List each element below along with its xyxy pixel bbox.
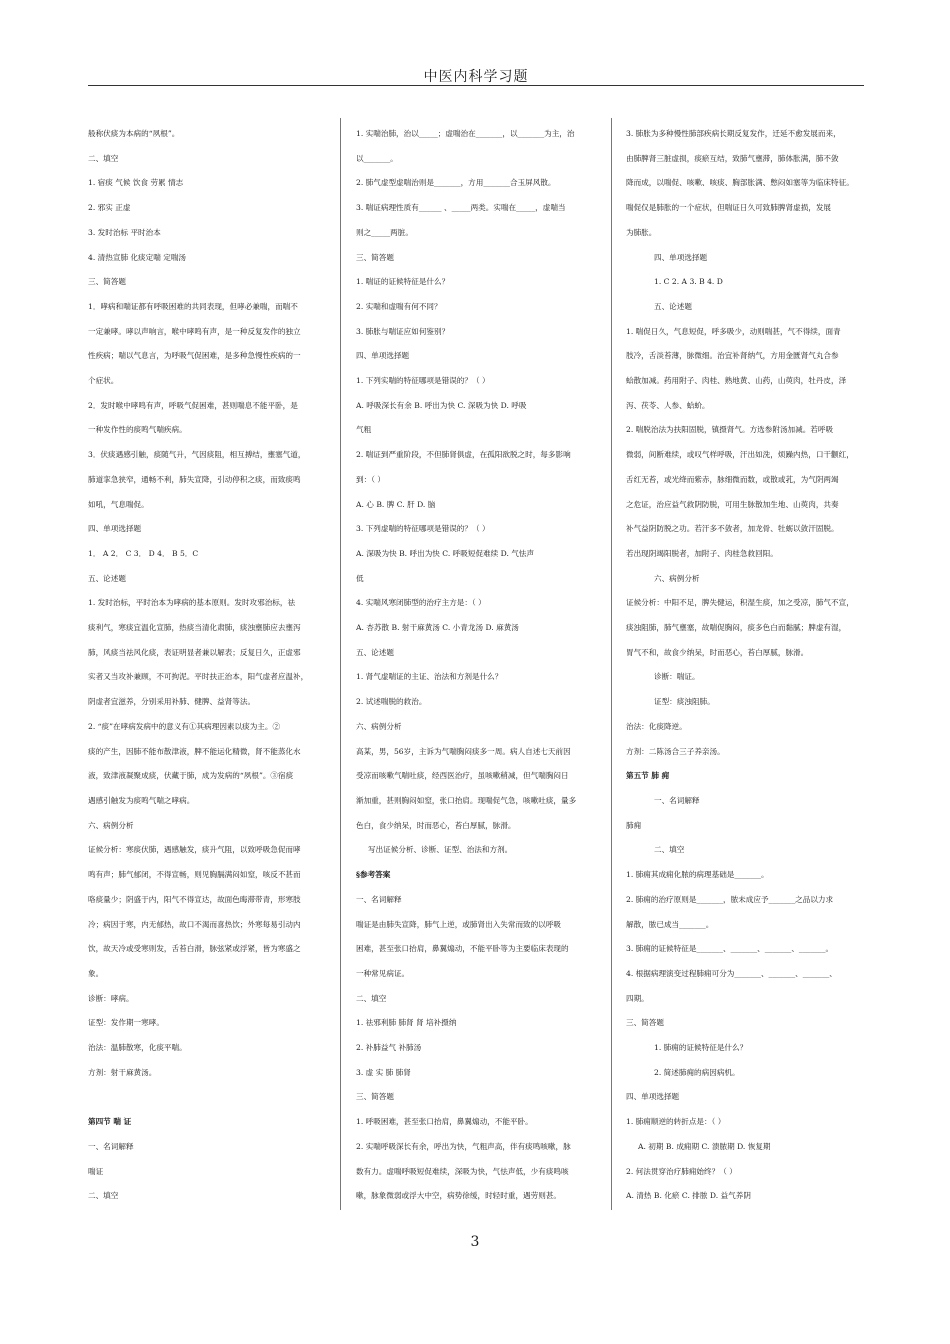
text-line: 证候分析：寒痰伏肺，遇感触发，痰升气阻，以致呼吸急促而哮	[88, 845, 301, 855]
text-line: 冷；病因于寒，内无郁热，故口不渴而喜热饮；外寒每易引动内	[88, 919, 301, 929]
text-line: 3. 喘证病理性质有______ 、_____两类。实喘在_____，虚喘当	[356, 203, 566, 213]
text-line: 2. 实喘和虚喘有何不同？	[356, 301, 442, 311]
text-line: 色白，食少纳呆，时而恶心，苔白厚腻，脉滑。	[356, 820, 516, 830]
text-line: 3．伏痰遇感引触，痰随气升，气因痰阻，相互搏结，壅塞气道，	[88, 450, 306, 460]
text-line: 方剂：射干麻黄汤。	[88, 1067, 157, 1077]
text-line: 般称伏痰为本病的“夙根”。	[88, 129, 180, 138]
text-line: 2. 试述喘脱的救治。	[356, 697, 427, 707]
text-line: 补气益阴防脱之功。若汗多不敛者，加龙骨、牡蛎以敛汗固脱。	[626, 524, 839, 534]
text-line: 数有力。虚喘呼吸短促难续，深吸为快，气怯声低，少有痰鸣咳	[356, 1166, 569, 1176]
text-line: 1. 肾气虚喘证的主证、治法和方剂是什么？	[356, 672, 503, 682]
text-line: 诊断：喘证。	[654, 672, 700, 682]
text-line: 若出现阴竭阳脱者，加附子、肉桂急救回阳。	[626, 548, 778, 558]
text-line: 1. 宿痰 气候 饮食 劳累 情志	[88, 178, 184, 188]
text-line: 如吼，气息喘促。	[88, 499, 149, 509]
text-column-1	[88, 122, 324, 1209]
text-line: 以_______。	[356, 153, 398, 163]
text-line: 3. 肺痈的证候特征是_______、_______、_______、_______。	[626, 944, 834, 954]
text-line: 1． A 2． C 3． D 4． B 5．C	[88, 548, 199, 558]
text-line: 2．发时喉中哮鸣有声，呼吸气促困难，甚则喘息不能平卧，是	[88, 400, 298, 410]
text-line: 痰浊阻肺，肺气壅塞，故喘促胸闷，痰多色白而黏腻；脾虚有湿，	[626, 623, 847, 633]
text-line: 舌红无苔，或光绛而紫赤，脉细微而数，或散或芤，为气阴两竭	[626, 474, 839, 484]
text-line: 肢冷，舌淡苔薄，脉微细。治宜补肾纳气，方用金匮肾气丸合参	[626, 351, 839, 361]
text-line: 肺痈	[626, 820, 642, 830]
text-line: 治法：化痰降逆。	[626, 721, 687, 731]
text-line: 为肺胀。	[626, 227, 657, 237]
text-line: 个症状。	[88, 376, 119, 386]
text-line: 微弱，间断难续，或叹气样呼吸，汗出如洗，烦躁内热，口干颧红，	[626, 450, 854, 460]
text-line: 2. 实喘呼吸深长有余，呼出为快，气粗声高，伴有痰鸣咳嗽，脉	[356, 1141, 571, 1151]
section-heading: 第五节 肺 痈	[626, 771, 670, 781]
text-line: 困难，甚至张口抬肩，鼻翼煽动，不能平卧等为主要临床表现的	[356, 944, 569, 954]
text-line: 2. 补肺益气 补肺汤	[356, 1043, 422, 1053]
text-line: 六、病例分析	[88, 820, 134, 830]
text-line: 4. 根据病理演变过程肺痈可分为_______、_______、_______、	[626, 968, 837, 978]
text-line: 遇感引触发为痰鸣气喘之哮病。	[88, 795, 195, 805]
text-line: 阴虚者宜滋养，分别采用补肺、健脾、益肾等法。	[88, 697, 256, 707]
text-line: 解散，脓已成当_______。	[626, 919, 714, 929]
text-line: A. 初期 B. 成痈期 C. 溃脓期 D. 恢复期	[638, 1141, 771, 1151]
text-line: 四、单项选择题	[356, 351, 410, 361]
text-line: 2. 肺气虚型虚喘治则是_______，方用_______合玉屏风散。	[356, 178, 556, 188]
text-line: 3. 虚 实 肺 肺肾	[356, 1067, 411, 1077]
text-line: 六、病例分析	[654, 573, 700, 583]
text-line: 一种发作性的痰鸣气喘疾病。	[88, 425, 187, 435]
text-line: A. 深吸为快 B. 呼出为快 C. 呼吸短促难续 D. 气怯声	[356, 548, 535, 558]
text-line: 则之_____两脏。	[356, 227, 413, 237]
text-line: 1. 下列实喘的特征哪项是错误的？（ ）	[356, 376, 490, 386]
text-line: 2. 肺痈的治疗原则是_______，脓未成应予_______之品以力求	[626, 894, 834, 904]
section-heading: 第四节 喘 证	[88, 1117, 132, 1127]
text-column-3	[626, 122, 864, 1209]
text-line: 2. “痰”在哮病发病中的意义有①其病理因素以痰为主。②	[88, 721, 281, 731]
text-line: 肺，风痰当祛风化痰，表证明显者兼以解表；反复日久，正虚邪	[88, 647, 301, 657]
text-line: 胃气不和，故食少纳呆，时而恶心，苔白厚腻，脉滑。	[626, 647, 809, 657]
text-line: 3. 下列虚喘的特征哪项是错误的？（ ）	[356, 524, 490, 534]
text-line: A. 心 B. 脾 C. 肝 D. 脑	[356, 499, 436, 509]
text-line: 饮，故天冷或受寒则发，舌苔白滑，脉弦紧或浮紧，皆为寒盛之	[88, 944, 301, 954]
text-line: 由肺脾肾三脏虚损，痰瘀互结，致肺气壅滞，肺体胀满，肺不敛	[626, 153, 839, 163]
text-line: 高某，男，56岁，主诉为气喘胸闷痰多一周。病人自述七天前因	[356, 746, 571, 756]
text-line: 1. 喘促日久，气息短促，呼多吸少，动则喘甚，气不得续，面青	[626, 326, 841, 336]
text-column-2	[356, 122, 592, 1209]
text-line: 低	[356, 573, 364, 583]
column-divider	[611, 118, 612, 1210]
text-line: 六、病例分析	[356, 721, 402, 731]
text-line: A. 杏苏散 B. 射干麻黄汤 C. 小青龙汤 D. 麻黄汤	[356, 623, 519, 633]
text-line: 渐加重，甚则胸闷如窒，张口抬肩。现喘促气急，咳嗽吐痰，量多	[356, 795, 577, 805]
text-line: 二、填空	[88, 1191, 119, 1201]
text-line: 之危证，治应益气救阴防脱，可用生脉散加生地、山萸肉，共奏	[626, 499, 839, 509]
text-line: 一定兼哮。哮以声响言，喉中哮鸣有声，是一种反复发作的独立	[88, 326, 301, 336]
text-line: 受凉而咳嗽气喘吐痰，经西医治疗，虽咳嗽稍减，但气喘胸闷日	[356, 771, 569, 781]
text-line: 三、简答题	[88, 277, 126, 287]
text-line: 一种常见病证。	[356, 968, 410, 978]
text-line: 象。	[88, 968, 104, 978]
text-line: 痰利气，寒痰宜温化宣肺，热痰当清化肃肺，痰浊壅肺应去壅泻	[88, 623, 301, 633]
text-line: 二、填空	[356, 993, 387, 1003]
text-line: 泻、茯苓、人参、蛤蚧。	[626, 400, 710, 410]
text-line: 4. 清热宣肺 化痰定喘 定喘汤	[88, 252, 187, 262]
text-line: 2. 喘证到严重阶段，不但肺肾俱虚，在孤阳欲脱之时，每多影响	[356, 450, 571, 460]
text-line: A. 清热 B. 化瘀 C. 排脓 D. 益气养阴	[626, 1191, 751, 1201]
text-line: 三、简答题	[626, 1018, 664, 1028]
text-line: 证型：痰浊阻肺。	[654, 697, 715, 707]
text-line: 咯痰量少；阴盛于内，阳气不得宣达，故面色晦滞带青，形寒肢	[88, 894, 301, 904]
text-line: 1. 喘证的证候特征是什么？	[356, 277, 450, 287]
header-rule	[88, 85, 864, 86]
text-line: 3. 肺胀为多种慢性肺部疾病长期反复发作，迁延不愈发展而来，	[626, 129, 841, 138]
text-line: 1. 肺痈的证候特征是什么？	[654, 1043, 748, 1053]
text-line: 2. 何法贯穿治疗肺痈始终？（ ）	[626, 1166, 737, 1176]
text-line: 写出证候分析、诊断、证型、治法和方剂。	[368, 845, 513, 855]
text-line: 痰的产生，因肺不能布散津液，脾不能运化精微，肾不能蒸化水	[88, 746, 301, 756]
text-line: 液，致津液凝聚成痰，伏藏于肺，成为发病的“夙根”。③宿痰	[88, 771, 294, 781]
column-divider	[340, 118, 341, 1210]
text-line: 3. 肺胀与喘证应如何鉴别？	[356, 326, 450, 336]
text-line: 1. 发时治标，平时治本为哮病的基本原则。发时攻邪治标，祛	[88, 598, 296, 608]
text-line: 四、单项选择题	[626, 1092, 680, 1102]
text-line: 实者又当攻补兼顾，不可拘泥。平时扶正治本，阳气虚者应温补，	[88, 672, 309, 682]
text-line: 气粗	[356, 425, 372, 435]
text-line: A. 呼吸深长有余 B. 呼出为快 C. 深吸为快 D. 呼吸	[356, 400, 527, 410]
text-line: 蛤散加减。药用附子、肉桂、熟地黄、山药，山萸肉，牡丹皮，泽	[626, 376, 847, 386]
text-line: 2. 简述肺痈的病因病机。	[654, 1067, 740, 1077]
text-line: 1. 呼吸困难，甚至张口抬肩，鼻翼煽动，不能平卧。	[356, 1117, 533, 1127]
page-header: 中医内科学习题	[423, 69, 529, 85]
text-line: 4. 实喘风寒闭肺型的治疗主方是：（ ）	[356, 598, 486, 608]
text-line: 二、填空	[654, 845, 685, 855]
text-line: 2. 喘脱治法为扶阳固脱，镇摄肾气。方选参附汤加减。若呼吸	[626, 425, 834, 435]
text-line: 四、单项选择题	[88, 524, 142, 534]
text-line: 方剂：二陈汤合三子养亲汤。	[626, 746, 725, 756]
text-line: 三、简答题	[356, 252, 394, 262]
text-line: 三、简答题	[356, 1092, 394, 1102]
text-line: 四、单项选择题	[654, 252, 708, 262]
text-line: 1. 祛邪利肺 肺肾 肾 培补摄纳	[356, 1018, 457, 1028]
section-heading: §参考答案	[356, 870, 391, 880]
text-line: 嗽，脉象微弱或浮大中空，病势徐缓，时轻时重，遇劳则甚。	[356, 1191, 562, 1201]
text-line: 肺道挛急狭窄，通畅不利，肺失宣降，引动停积之痰，而致痰鸣	[88, 474, 301, 484]
text-line: 2. 邪实 正虚	[88, 203, 131, 213]
text-line: 1. 肺痈顺逆的转折点是：（ ）	[626, 1117, 726, 1127]
text-line: 一、名词解释	[356, 894, 402, 904]
text-line: 治法：温肺散寒，化痰平喘。	[88, 1043, 187, 1053]
text-line: 一、名词解释	[654, 795, 700, 805]
text-line: 五、论述题	[356, 647, 394, 657]
text-line: 喘证	[88, 1166, 104, 1176]
text-line: 二、填空	[88, 153, 119, 163]
text-line: 五、论述题	[88, 573, 126, 583]
text-line: 1．哮病和喘证都有呼吸困难的共同表现，但哮必兼喘，而喘不	[88, 301, 298, 311]
text-line: 性疾病；喘以气息言，为呼吸气促困难，是多种急慢性疾病的一	[88, 351, 301, 361]
text-line: 1. 肺痈其成痈化脓的病理基础是_______。	[626, 870, 769, 880]
text-line: 诊断：哮病。	[88, 993, 134, 1003]
page-number: 3	[470, 1234, 480, 1250]
text-line: 3. 发时治标 平时治本	[88, 227, 161, 237]
text-line: 1. C 2. A 3. B 4. D	[654, 277, 723, 287]
text-line: 喘促仅是肺胀的一个症状，但喘证日久可致肺脾肾虚损，发展	[626, 203, 832, 213]
text-line: 鸣有声；肺气郁闭，不得宣畅，则见胸膈满闷如窒，咳反不甚而	[88, 870, 301, 880]
text-line: 证型：发作期一寒哮。	[88, 1018, 164, 1028]
text-line: 一、名词解释	[88, 1141, 134, 1151]
text-line: 1. 实喘治肺，治以_____；虚喘治在_______，以_______为主，治	[356, 129, 575, 138]
text-line	[88, 1085, 324, 1110]
text-line: 降而成，以喘促、咳嗽、咳痰、胸部胀满、憋闷如塞等为临床特征。	[626, 178, 854, 188]
text-line: 证候分析：中阳不足，脾失健运，积湿生痰，加之受凉，肺气不宣，	[626, 598, 854, 608]
text-line: 五、论述题	[654, 301, 692, 311]
text-line: 到：（ ）	[356, 474, 385, 484]
text-line: 四期。	[626, 993, 649, 1003]
text-line: 喘证是由肺失宣降，肺气上逆，或肺肾出入失常而致的以呼吸	[356, 919, 562, 929]
